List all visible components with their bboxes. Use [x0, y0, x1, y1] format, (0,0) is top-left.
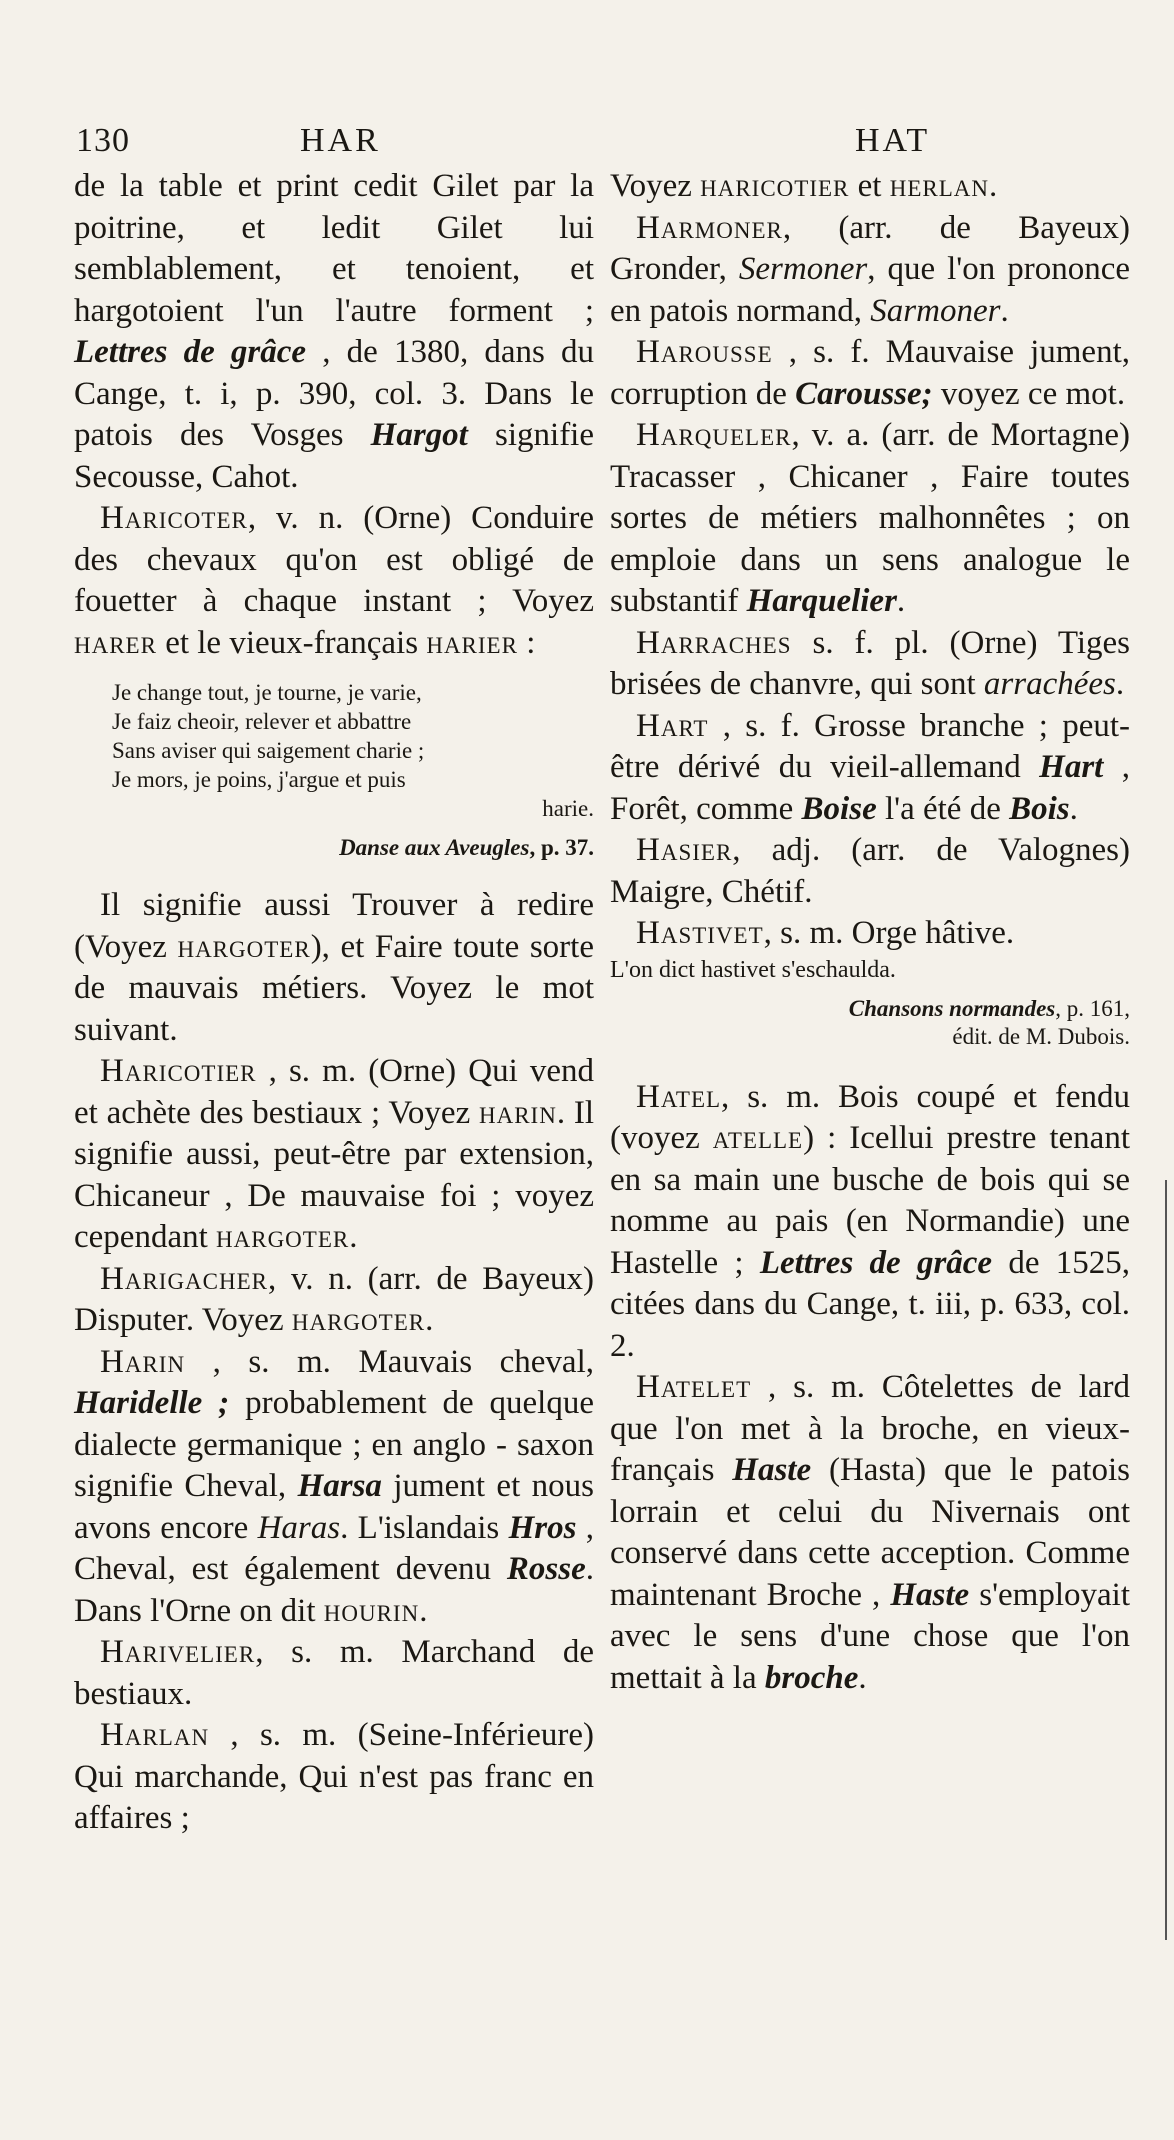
- text: :: [517, 624, 536, 661]
- text: l'a été de: [876, 790, 1010, 827]
- entry-hatel: [610, 1077, 1130, 1368]
- entry-hasier: [610, 830, 1130, 913]
- text: .: [1069, 790, 1078, 827]
- entry-hart: [610, 706, 1130, 831]
- text: Voyez: [610, 168, 701, 204]
- entry-harraches: [610, 623, 1130, 706]
- source-title: Lettres de grâce: [759, 1244, 993, 1281]
- quotation-citation: [610, 995, 1130, 1051]
- italic-word: Boise: [801, 790, 877, 827]
- cross-reference: harer: [74, 624, 157, 661]
- text: de la table et print cedit Gilet par la poitrine, et ledit Gilet lui semblablement, et tenoient, et hargotoient l'un l'autre forment ;: [74, 168, 594, 329]
- paragraph-continued: [610, 166, 1130, 208]
- italic-word: Haste: [732, 1452, 812, 1488]
- text: (Hasta) que le patois lorrain et celui du Nivernais ont conservé dans cette acception. Comme maintenant Broche ,: [610, 1452, 1130, 1613]
- text: ) : Icellui prestre tenant en sa main une busche de bois qui se nomme au pais (en Normandie) une Hastelle ;: [610, 1120, 1130, 1281]
- source-title: Lettres de grâce: [74, 334, 307, 370]
- citation-page: , p. 37.: [529, 835, 594, 860]
- entry-haricotier: [74, 1051, 594, 1259]
- text: , s. m. (Orne) Qui vend et achète des bestiaux ; Voyez: [74, 1053, 594, 1131]
- verse-quotation: [74, 678, 594, 823]
- text: voyez ce mot.: [932, 375, 1126, 412]
- text: , Cheval, est également devenu: [74, 1509, 595, 1587]
- italic-word: Carousse;: [795, 375, 933, 412]
- text: .: [858, 1659, 867, 1696]
- italic-word: Haridelle ;: [74, 1385, 230, 1421]
- italic-word: Hros: [508, 1509, 577, 1546]
- text: , v. n. (arr. de Bayeux) Disputer. Voyez: [74, 1260, 594, 1338]
- entry-harlan: [74, 1715, 594, 1840]
- text: . Dans l'Orne on dit: [74, 1551, 594, 1629]
- verse-line: Je faiz cheoir, relever et abbattre: [112, 709, 412, 734]
- entry-headword: Hatel: [636, 1078, 722, 1115]
- entry-headword: Hatelet: [636, 1369, 752, 1405]
- entry-headword: Harmoner: [636, 209, 783, 246]
- entry-harivelier: [74, 1632, 594, 1715]
- quotation: L'on dict hastivet s'eschaulda.: [610, 956, 896, 983]
- verse-citation: [74, 833, 594, 863]
- entry-headword: Harlan: [100, 1717, 210, 1753]
- cross-reference: hargoter: [177, 928, 311, 965]
- text: . Il signifie aussi, peut-être par extension, Chicaneur , De mauvaise foi ; voyez cependant: [74, 1094, 594, 1255]
- italic-word: Sermoner: [738, 251, 868, 287]
- text: signifie Secousse, Cahot.: [74, 417, 594, 495]
- text: ), et Faire toute sorte de mauvais métiers. Voyez le mot suivant.: [74, 928, 594, 1048]
- text: .: [1000, 292, 1009, 329]
- italic-word: Hart: [1039, 749, 1104, 785]
- entry-harqueler: [610, 415, 1130, 623]
- italic-word: Harquelier: [746, 583, 897, 619]
- entry-headword: Haricotier: [100, 1053, 257, 1089]
- italic-word: Rosse: [506, 1551, 586, 1587]
- entry-headword: Hasier: [636, 832, 733, 868]
- text: , adj. (arr. de Valognes) Maigre, Chétif.: [610, 832, 1130, 910]
- text: et: [849, 168, 890, 204]
- entry-headword: Hastivet: [636, 915, 764, 951]
- text: et le vieux-français: [156, 624, 427, 661]
- paragraph-continued: [74, 166, 594, 498]
- text: .: [989, 168, 998, 204]
- text: , s. m. Marchand de bestiaux.: [74, 1634, 594, 1712]
- cross-reference: harin: [478, 1094, 557, 1131]
- citation-page: , p. 161,: [1055, 995, 1130, 1021]
- cross-reference: haricotier: [700, 168, 850, 204]
- text: , s. m. Côtelettes de lard que l'on met à la broche, en vieux-français: [610, 1369, 1130, 1488]
- text: , (arr. de Bayeux) Gronder,: [610, 209, 1130, 287]
- italic-word: arrachées: [983, 666, 1116, 702]
- cross-reference: harier: [426, 624, 518, 661]
- right-column: [610, 166, 1130, 1699]
- citation-edition: édit. de M. Dubois.: [952, 1023, 1130, 1049]
- page-edge-rule: [1165, 1180, 1167, 1940]
- entry-headword: Haricoter: [100, 500, 248, 536]
- verse-line-end: harie.: [542, 796, 594, 821]
- verse-line: Je change tout, je tourne, je varie,: [112, 680, 422, 705]
- italic-word: broche: [764, 1659, 859, 1696]
- italic-word: Haste: [890, 1576, 970, 1613]
- italic-word: Haras: [257, 1509, 341, 1546]
- cross-reference: herlan: [889, 168, 990, 204]
- text: .: [349, 1219, 358, 1255]
- page-number: 130: [76, 122, 130, 159]
- text: , v. a. (arr. de Mortagne) Tracasser , Chicaner , Faire toutes sortes de métiers malhonnêtes ; on emploie dans un sens analogue le substantif: [610, 417, 1130, 619]
- text: , s. f. Grosse branche ; peut-être dérivé du vieil-allemand: [610, 707, 1130, 785]
- text: s. f. pl. (Orne) Tiges brisées de chanvre, qui sont: [610, 624, 1130, 702]
- entry-headword: Harigacher: [100, 1260, 269, 1297]
- entry-harin: [74, 1342, 594, 1633]
- running-header: [0, 122, 1174, 172]
- entry-hatelet: [610, 1367, 1130, 1699]
- text: , v. n. (Orne) Conduire des chevaux qu'on est obligé de fouetter à chaque instant ; Voyez: [74, 500, 594, 619]
- entry-headword: Harraches: [636, 624, 792, 661]
- entry-headword: Harivelier: [100, 1634, 256, 1670]
- cross-reference: hargoter: [216, 1219, 350, 1255]
- italic-word: Harsa: [297, 1468, 382, 1504]
- citation-title: Danse aux Aveugles: [339, 835, 530, 860]
- entry-haricoter-continued: [74, 885, 594, 1051]
- text: . L'islandais: [340, 1509, 509, 1546]
- text: , s. m. Mauvais cheval,: [185, 1343, 594, 1380]
- entry-headword: Hart: [636, 707, 709, 744]
- text: , s. m. Orge hâtive.: [763, 915, 1015, 951]
- entry-harousse: [610, 332, 1130, 415]
- italic-word: Bois: [1009, 790, 1070, 827]
- text: Il signifie aussi Trouver à redire (Voyez: [74, 887, 594, 965]
- entry-headword: Harousse: [636, 334, 773, 370]
- cross-reference: hourin: [323, 1592, 420, 1629]
- entry-headword: Harin: [100, 1343, 186, 1380]
- text: , Forêt, comme: [610, 749, 1131, 827]
- text: , que l'on prononce en patois normand,: [610, 251, 1130, 329]
- text: .: [419, 1592, 428, 1629]
- verse-line: Sans aviser qui saigement charie ;: [112, 738, 425, 763]
- cross-reference: atelle: [712, 1120, 804, 1156]
- entry-hastivet: [610, 913, 1130, 955]
- text: .: [896, 583, 906, 619]
- text: s'employait avec le sens d'une chose que l'on mettait à la: [610, 1576, 1130, 1696]
- verse-line: Je mors, je poins, j'argue et puis: [112, 767, 406, 792]
- text: , s. m. (Seine-Inférieure) Qui marchande, Qui n'est pas franc en affaires ;: [74, 1717, 594, 1836]
- headword-variant: Hargot: [370, 417, 468, 453]
- entry-harigacher: [74, 1259, 594, 1342]
- entry-harmoner: [610, 208, 1130, 333]
- text: probablement de quelque dialecte germanique ; en anglo - saxon signifie Cheval,: [74, 1385, 594, 1504]
- left-column: [74, 166, 594, 1840]
- left-running-head: HAR: [300, 122, 381, 159]
- italic-word: Sarmoner: [870, 292, 1001, 329]
- text: jument et nous avons encore: [74, 1468, 594, 1546]
- text: de 1525, citées dans du Cange, t. iii, p. 633, col. 2.: [610, 1244, 1131, 1364]
- text: , de 1380, dans du Cange, t. i, p. 390, col. 3. Dans le patois des Vosges: [74, 334, 594, 453]
- cross-reference: hargoter: [291, 1302, 426, 1338]
- entry-haricoter: [74, 498, 594, 664]
- citation-title: Chansons normandes: [848, 995, 1056, 1021]
- right-running-head: HAT: [855, 122, 931, 159]
- text: .: [1115, 666, 1125, 702]
- entry-headword: Harqueler: [636, 417, 792, 453]
- text: , s. f. Mauvaise jument, corruption de: [610, 334, 1130, 412]
- text: , s. m. Bois coupé et fendu (voyez: [610, 1078, 1130, 1156]
- text: .: [425, 1302, 434, 1338]
